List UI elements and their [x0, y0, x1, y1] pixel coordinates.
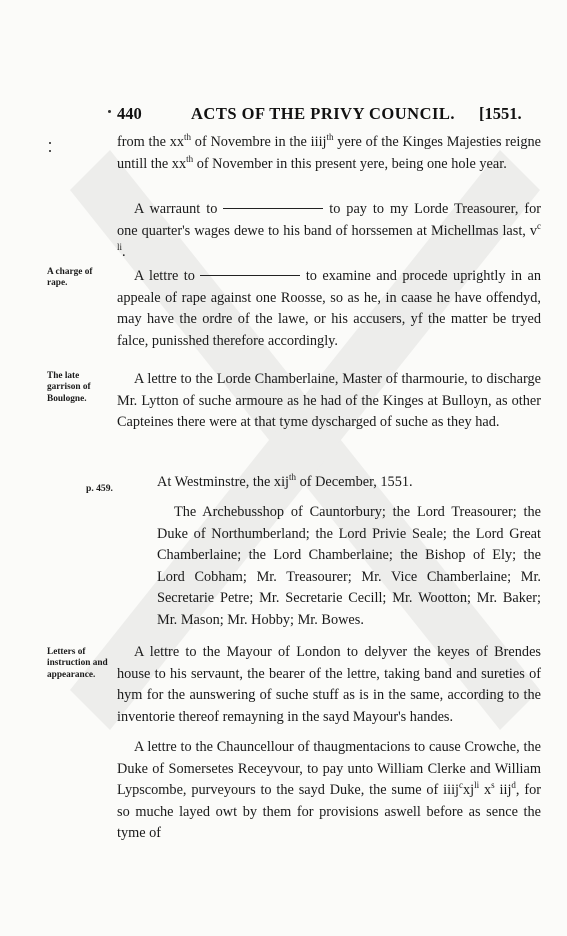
superscript: li [474, 780, 480, 791]
margin-note-rape: A charge of rape. [47, 267, 93, 289]
chancellor-text: xj [463, 782, 475, 799]
margin-note-letters: Letters of instruction and appearance. [47, 647, 108, 680]
meeting-heading-date: of December, 1551. [296, 474, 413, 490]
running-title: ACTS OF THE PRIVY COUNCIL. [191, 104, 456, 123]
running-header [0, 104, 567, 128]
warrant-paragraph [117, 199, 541, 264]
warrant-text-rest: to pay to my Lorde Treasourer, for one quarter's wages dewe to his band of horssemen at Michellmas last, v [117, 201, 542, 239]
superscript: d [511, 780, 516, 791]
chancellor-text: x [479, 782, 492, 799]
mayor-letter-paragraph [117, 642, 541, 728]
chancellor-letter-paragraph [117, 737, 541, 845]
warrant-amount-superscript: c li [117, 220, 541, 253]
warrant-text-start: A warraunt to [134, 201, 218, 217]
running-year: [1551. [479, 104, 522, 123]
margin-note-boulogne: The late garrison of Boulogne. [47, 371, 91, 404]
blank-line [200, 275, 300, 276]
rape-letter-rest: to examine and procede uprightly in an appeale of rape against one Roosse, so as he, in caase he have offendyd, may have the ordre of the lawe, or his accusers, yf the matter be tryed falce, punisshed therefore accordingly. [117, 268, 541, 349]
superscript: th [184, 132, 192, 143]
warrant-end: . [122, 244, 126, 261]
superscript: s [491, 780, 495, 791]
rape-letter-paragraph [117, 266, 541, 352]
superscript: th [326, 132, 334, 143]
boulogne-letter-text: A lettre to the Lorde Chamberlaine, Master of tharmourie, to discharge Mr. Lytton of suche armoure as he had of the Kinges at Bulloyn, as other Capteines there were at that tyme dyscharged of suche as they had. [117, 371, 541, 431]
print-mark [49, 142, 51, 144]
continuation-text: from the $xx^{th}$ of Novembre in the iiij$^{th}$ yere of the Kinges Majesties reigne untill the $xx^{th}$ of November in this present yere, being one hole year. [117, 132, 541, 172]
superscript: c [459, 780, 464, 791]
superscript: th [186, 153, 194, 164]
print-mark [49, 150, 51, 152]
mayor-letter-text: A lettre to the Mayour of London to delyver the keyes of Brendes house to his servaunt, the bearer of the lettre, taking band and sureties of hym for the aunswering of suche stuff as is in the same, according to the inventorie thereof remayning in the sayd Mayour's handes. [117, 644, 541, 725]
boulogne-letter-paragraph [117, 369, 541, 434]
page-reference: p. 459. [86, 483, 113, 494]
chancellor-text: , for so muche layed owt by them for provisions aswell before as sence the tyme of [117, 782, 541, 842]
chancellor-text: iij [494, 782, 512, 799]
rape-letter-start: A lettre to [134, 268, 195, 284]
page-number: 440 [117, 104, 142, 123]
meeting-heading-place: At Westminstre, the xij [157, 474, 290, 490]
attendee-list: The Archebusshop of Cauntorbury; the Lord Treasourer; the Duke of Northumberland; the Lord Privie Seale; the Lord Great Chamberlaine; the Lord Chamberlaine; the Bishop of Ely; the Lord Cobham; Mr. Treasourer; Mr. Vice Chamberlaine; Mr. Secretarie Petre; Mr. Secretarie Cecill; Mr. Wootton; Mr. Baker; Mr. Mason; Mr. Hobby; Mr. Bowes. [157, 504, 541, 628]
continuation-paragraph [117, 132, 541, 175]
meeting-heading-sup: th [289, 472, 297, 483]
meeting-heading [157, 474, 413, 491]
chancellor-text: A lettre to the Chauncellour of thaugmentacions to cause Crowche, the Duke of Somersetes Receyvour, to pay unto William Clerke and William Lypscombe, purveyours to the sayd Duke, the sume of iiij [117, 739, 541, 799]
blank-line [223, 208, 323, 209]
